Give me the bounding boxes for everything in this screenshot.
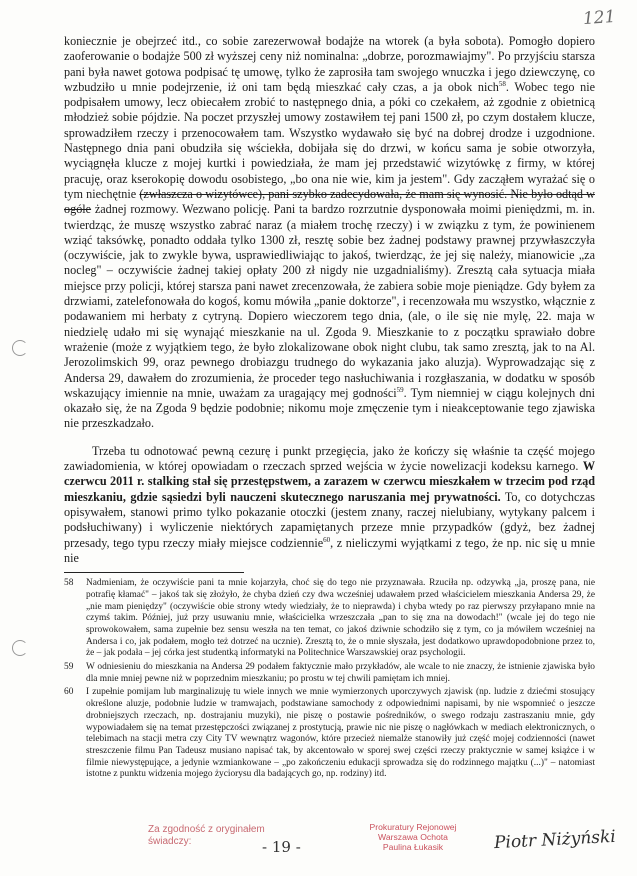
struck-out-text: (zwłaszcza o wizytówce), pani szybko zadecydowała, że mam się wynosić. Nie było odtąd w ogóle [64, 186, 595, 217]
signature: Piotr Niżyński [493, 826, 617, 854]
footnote-ref-58[interactable]: 58 [498, 79, 506, 88]
footnote-58: 58 Nadmieniam, że oczywiście pani ta mnie kojarzyła, choć się do tego nie przyznawała. Rzuciła np. odzywką „ja, proszę pana, nie potrafię kłamać" – jakoś tak się złożyło, że chyba dzień czy dwa wcześniej udawałem przed właścicielem mieszkania Andersa 29, że „nie mam pieniędzy" (oczywiście obie strony wtedy wiedziały, że to nieprawda) i chyba wtedy po raz pierwszy przyłapano mnie na czymś takim. Później, już przy usuwaniu mnie, właścicielka wrzeszczała „pan to się zna na dowodach!" (wcale jej do tego nie sprowokowałem, sama zupełnie bez sensu weszła na ten temat, co jakoś dziwnie schodziło się z tym, co ja mówiłem wcześniej na Andersa i co, jak podałem, mogło też dotrzeć na ucznie). Zresztą to, że o mnie słyszała, jest dodatkowo uprawdopodobnione przez to, że – jak podała – jej córka jest studentką informatyki na Politechnice Warszawskiej oraz psychologii. [64, 578, 595, 659]
document-body [64, 34, 595, 783]
page-footer [0, 820, 637, 876]
certification-stamp: Za zgodność z oryginałem świadczy: [148, 824, 265, 847]
paragraph-1: koniecznie je obejrzeć itd., co sobie zarezerwował bodajże na wtorek (a była sobota). Pomogło dopiero zaoferowanie o bodajże 500 zł wyższej ceny niż nominalna: „dobrze, porozmawiajmy". Po przyjściu starsza pani była nawet gotowa podpisać tę umowę, tylko że zaprosiła tam swojego wnuczka i jego dziewczynę, co wzbudziło u mnie podejrzenie, iż oni tam będą mieszkać cały czas, a ja obok nich$^{58}$. Wobec tego nie podpisałem umowy, lecz obiecałem zrobić to następnego dnia, a póki co czekałem, aż zgodnie z obietnicą młodzież sobie pójdzie. Na poczet przyszłej umowy zostawiłem tej pani 1500 zł, po czym dostałem klucze, sprowadziłem rzeczy i przenocowałem tam. Wszystko wydawało się być na dobrej drodze i uzgodnione. Następnego dnia pani obudziła się wściekła, dobijała się do drzwi, w końcu sama je sobie otworzyła, wyciągnęła klucze z mojej kurtki i powiedziała, że mam jej przedstawić wizytówkę z firmy, w której pracuję, oraz kserokopię dowodu osobistego, „bo ona nie wie, kim ja jestem". Gdy zacząłem wyrażać się o tym niechętnie (zwłaszcza o wizytówce), pani szybko zadecydowała, że mam się wynosić. Nie było odtąd w ogóle żadnej rozmowy. Wezwano policję. Pani ta bardzo rozrzutnie dysponowała moimi pieniędzmi, m. in. twierdząc, że muszę wszystko zabrać naraz (a miałem trochę rzeczy) i w związku z tym, że powinienem wziąć taksówkę, ponadto oddała tylko 1300 zł, resztę sobie bez żadnej podstawy prawnej przywłaszczyła (oczywiście, jak to zwykle bywa, usprawiedliwiając to jakoś, twierdząc, że jej się należy, mianowicie „za nocleg" – oczywiście żadnej takiej opłaty 200 zł nigdy nie uzgadnialiśmy). Zresztą cała sytuacja miała miejsce przy policji, której starsza pani nawet zrecenzowała, że zabiera sobie moje pieniądze. Gdy byłem za drzwiami, zatelefonowała do kogoś, komu mówiła „panie doktorze", i recenzowała mu wszystko, włącznie z podawaniem mi herbaty z cytryną. Dopiero wieczorem tego dnia, (ale, o ile się nie mylę, 22. maja w niedzielę udało mi się wynająć mieszkanie na ul. Zgoda 9. Mieszkanie to z początku sprawiało dobre wrażenie (może z wyjątkiem tego, że było zlokalizowane obok night clubu, tak samo zresztą, jak to na Al. Jerozolimskich 99, oraz pewnego drobiazgu trudnego do wykazania jako aluzja). Wyprowadzając się z Andersa 29, dawałem do zrozumienia, że proceder tego nasłuchiwania i rozgłaszania, w dodatku w sposób wskazujący imiennie na mnie, uważam za uragający mej godności$^{59}$. Tym niemniej w ciągu kolejnych dni okazało się, że na Zgoda 9 będzie podobnie; nikomu moje zmęczenie tym i nieakceptowanie tego zjawiska nie przeszkadzało. [64, 34, 595, 431]
footnote-ref-60[interactable]: 60 [323, 535, 331, 544]
footnote-59: 59 W odniesieniu do mieszkania na Andersa 29 podałem faktycznie mało przykładów, ale wcale to nie znaczy, że istnienie zjawiska było dla mnie mniej pewne niż w poprzednim mieszkaniu; po prostu w tej chwili pamiętam ich mniej. [64, 662, 595, 684]
punch-hole-mark [12, 340, 28, 356]
page-number: - 19 - [262, 838, 301, 856]
prosecutor-office-stamp: Prokuratury Rejonowej Warszawa Ochota Paulina Łukasik [369, 822, 457, 852]
footnote-60: 60 I zupełnie pomijam lub marginalizuję tu wiele innych we mnie wymierzonych uporczywych zjawisk (np. ludzie z dziećmi stosujący określone aluzje, podobnie ludzie w tramwajach, podstawiane samochody z odpowiednimi napisami, by nie wspomnieć o jeszcze drobniejszych rzeczach, np. dostrajaniu muzyki), nie piszę o postawie pośredników, o swego rodzaju zastraszaniu mnie, gdy wypowiadałem się na temat przestępczości związanej z prostytucją, prawie nic nie piszę o nagłówkach w mediach elektronicznych, o telebimach na stacji metra czy City TV wewnątrz wagonów, które przecież niemalże stanowiły już część mojej codzienności (nawet streszczenie filmu Pan Tadeusz musiano napisać tak, by akcentowało w sporej swej części rzeczy praktycznie w samej książce i w filmie niewystępujące, a jedynie wzmiankowane – „po zakończeniu edukacji sprowadza się do rodzinnego majątku (...)" – natomiast istotne z punktu widzenia mojego życiorysu dla badających go, np. rodziny) itd. [64, 687, 595, 780]
paragraph-2: Trzeba tu odnotować pewną cezurę i punkt przegięcia, jako że kończy się właśnie ta część mojego zawiadomienia, w której opowiadam o rzeczach sprzed wejścia w życie nowelizacji kodeksu karnego. W czerwcu 2011 r. stalking stał się przestępstwem, a zarazem w czerwcu mieszkałem w trzecim pod rząd mieszkaniu, gdzie sąsiedzi byli nauczeni skutecznego naruszania mej prywatności. To, co dotychczas opisywałem, stanowi primo tylko pokazanie otoczki (jestem znany, raczej nielubiany, wytykany palcem i podsłuchiwany) i wyliczenie niektórych zapamiętanych przeze mnie przypadków (gdyż, bez żadnej przesady, tego typu rzeczy miały miejsce codziennie$^{60}$, z nieliczymi wyjątkami z tego, że np. nic się u mnie nie [64, 443, 595, 565]
footnote-ref-59[interactable]: 59 [396, 385, 404, 394]
bold-statement: W czerwcu 2011 r. stalking stał się przestępstwem, a zarazem w czerwcu mieszkałem w trzecim pod rząd mieszkaniu, gdzie sąsiedzi byli nauczeni skutecznego naruszania mej prywatności. [64, 459, 595, 504]
handwritten-page-number: 121 [581, 6, 616, 30]
punch-hole-mark [12, 640, 28, 656]
footnote-separator [64, 572, 244, 573]
